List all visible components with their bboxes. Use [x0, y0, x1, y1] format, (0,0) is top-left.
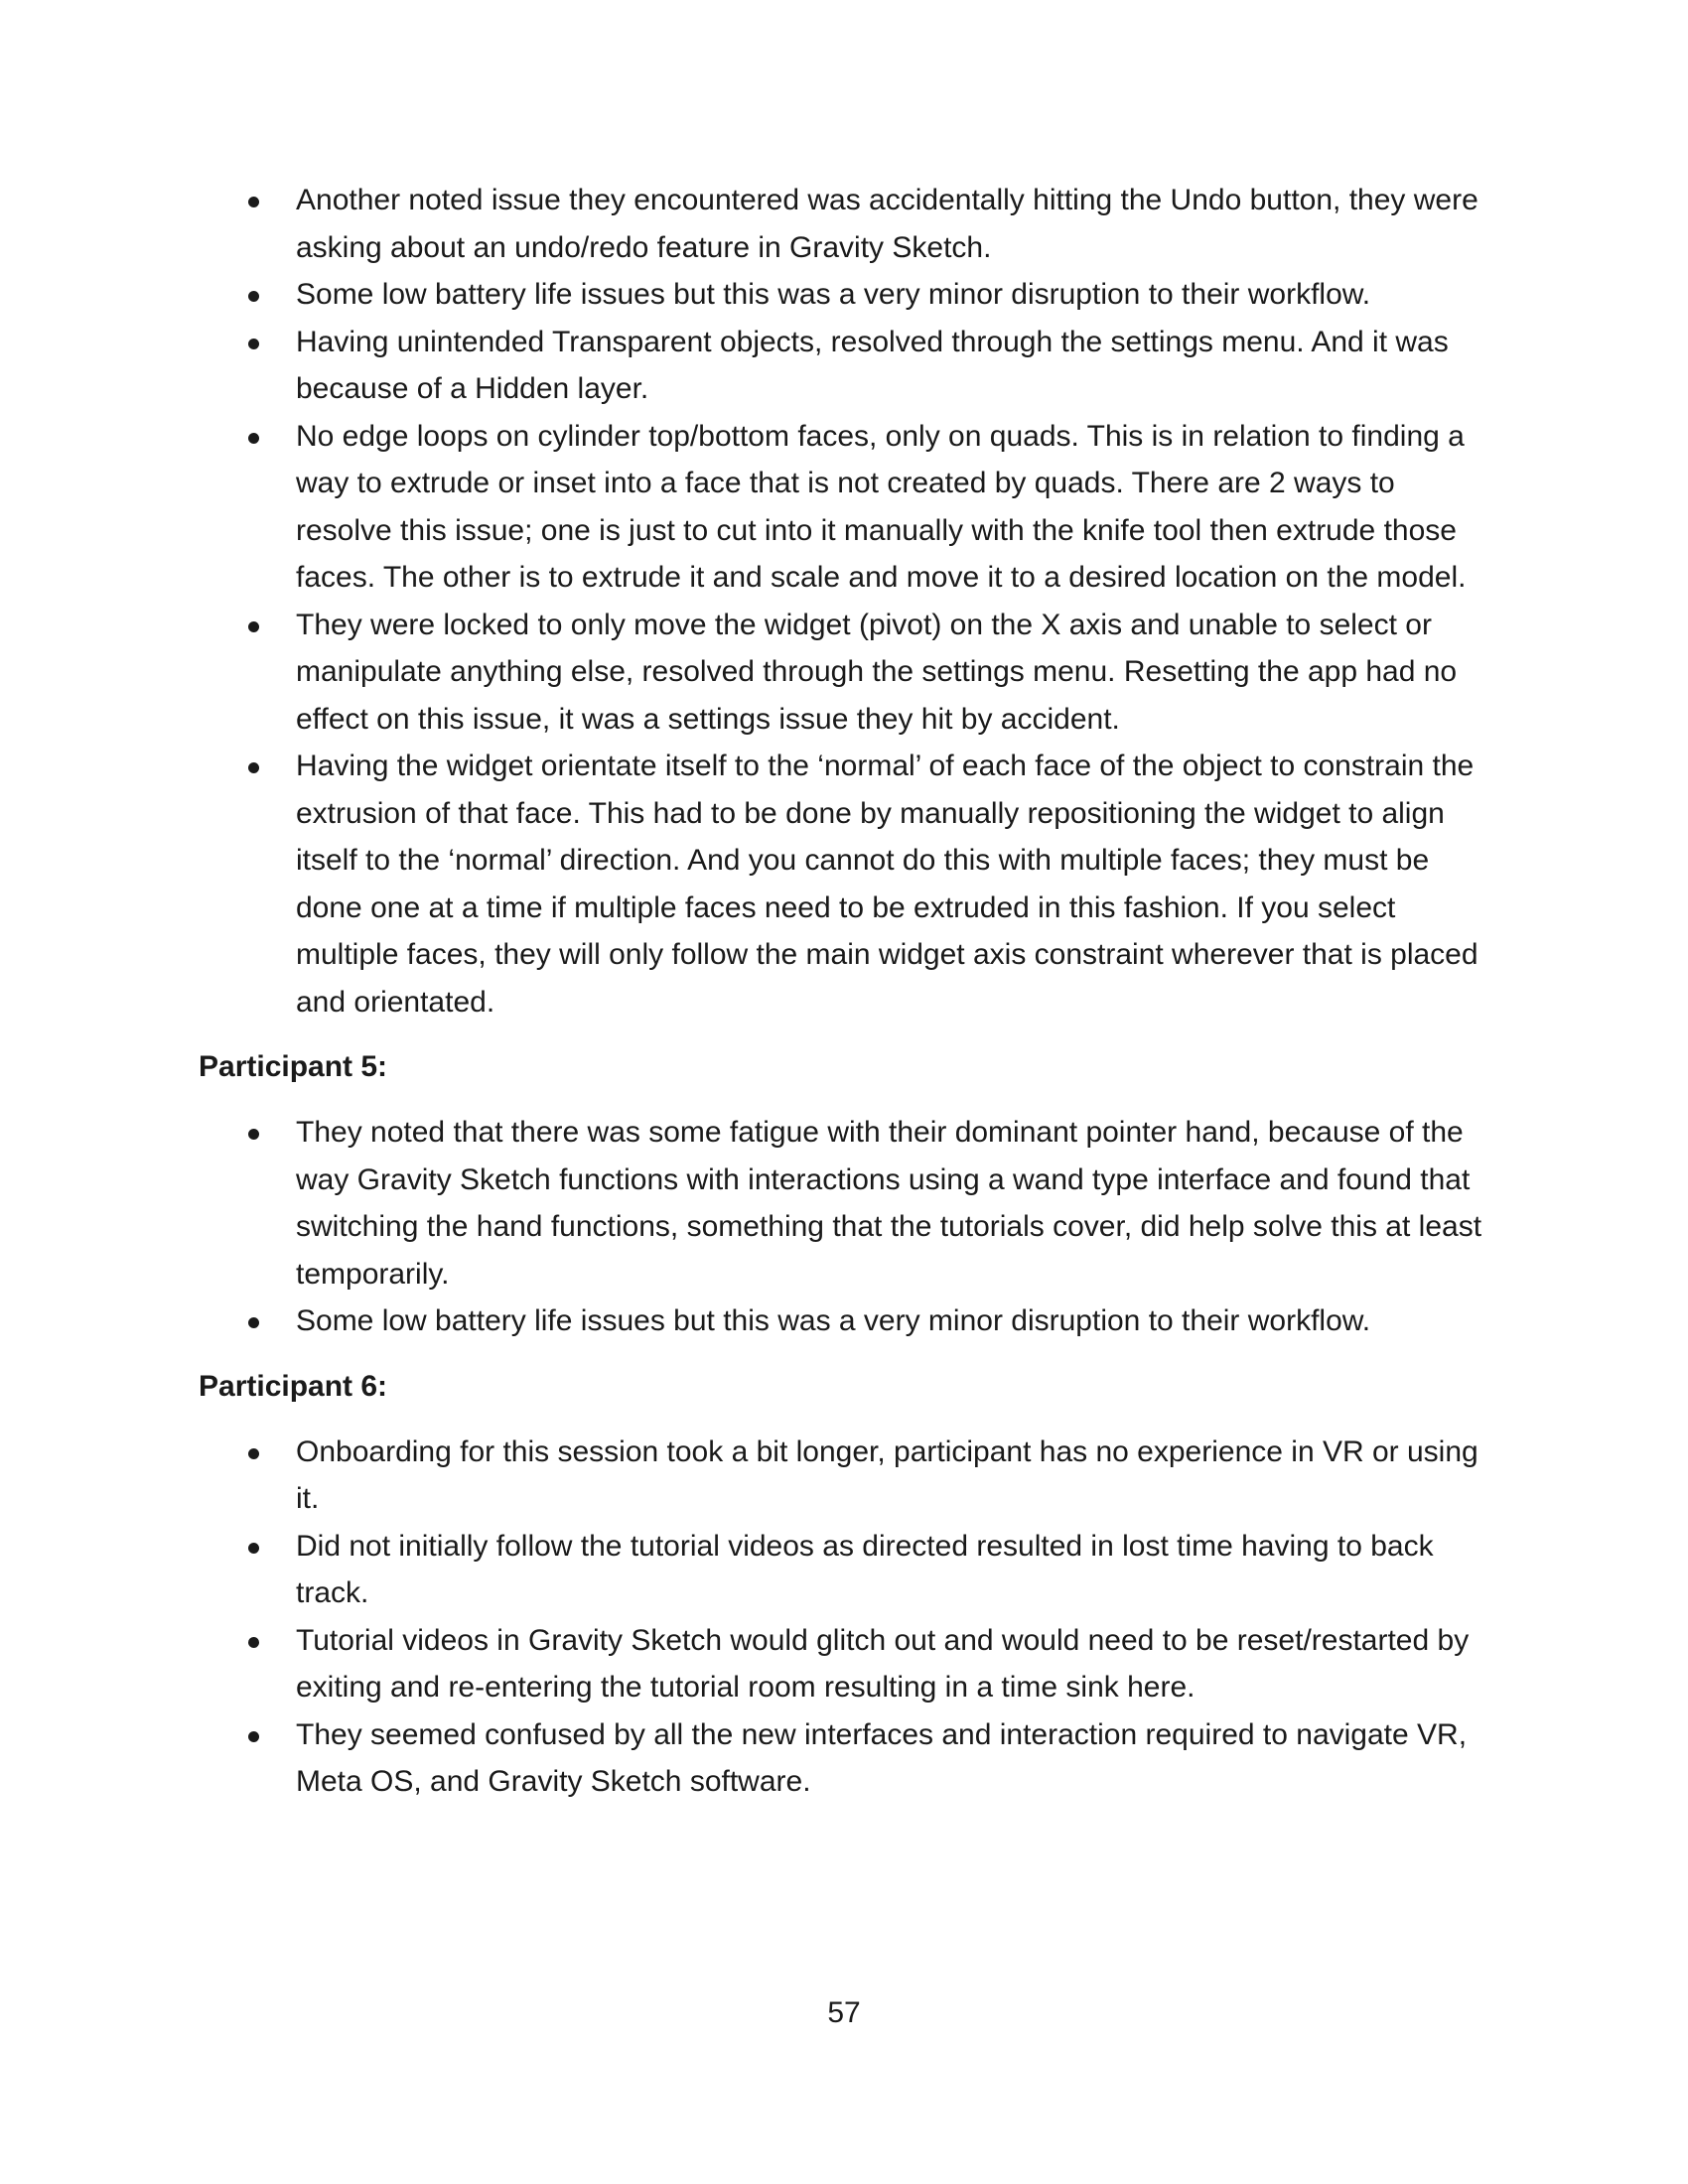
- section-heading-participant-5: Participant 5:: [199, 1050, 388, 1083]
- bullet-list: [199, 1109, 1489, 1345]
- list-item: [199, 1711, 1489, 1806]
- list-item: [199, 1523, 1489, 1617]
- list-item-text: Having unintended Transparent objects, resolved through the settings menu. And it was because of a Hidden layer.: [296, 325, 1449, 405]
- bullet-icon: [248, 339, 259, 349]
- list-item: [199, 271, 1489, 319]
- bullet-icon: [248, 1637, 259, 1648]
- section-heading-participant-6: Participant 6:: [199, 1369, 388, 1403]
- list-item: [199, 413, 1489, 602]
- list-item-text: They were locked to only move the widget (pivot) on the X axis and unable to select or manipulate anything else, resolved through the settings menu. Resetting the app had no effect on this issue, it was a settings issue they hit by accident.: [296, 608, 1458, 736]
- bullet-icon: [248, 433, 259, 444]
- list-item: [199, 319, 1489, 413]
- list-item-text: No edge loops on cylinder top/bottom faces, only on quads. This is in relation to finding a way to extrude or inset into a face that is not created by quads. There are 2 ways to resolve this issue; one is just to cut into it manually with the knife tool then extrude those faces. The other is to extrude it and scale and move it to a desired location on the model.: [296, 419, 1467, 594]
- bullet-list: [199, 177, 1489, 1025]
- list-item-text: Onboarding for this session took a bit longer, participant has no experience in VR or using it.: [296, 1434, 1478, 1515]
- bullet-list: [199, 1429, 1489, 1806]
- list-item-text: Some low battery life issues but this was a very minor disruption to their workflow.: [296, 1304, 1371, 1337]
- bullet-icon: [248, 1129, 259, 1140]
- bullet-icon: [248, 197, 259, 207]
- page-number: 57: [827, 1996, 861, 2029]
- bullet-icon: [248, 291, 259, 302]
- bullet-icon: [248, 1731, 259, 1742]
- list-item-text: Another noted issue they encountered was accidentally hitting the Undo button, they were asking about an undo/redo feature in Gravity Sketch.: [296, 184, 1478, 264]
- list-item-text: Did not initially follow the tutorial videos as directed resulted in lost time having to back track.: [296, 1529, 1434, 1609]
- list-item: [199, 1109, 1489, 1297]
- bullet-icon: [248, 621, 259, 632]
- bullet-icon: [248, 762, 259, 773]
- list-item-text: They noted that there was some fatigue with their dominant pointer hand, because of the way Gravity Sketch functions with interactions using a wand type interface and found that switching the hand functions, something that the tutorials cover, did help solve this at least temporarily.: [296, 1116, 1482, 1291]
- list-item-text: Some low battery life issues but this was a very minor disruption to their workflow.: [296, 278, 1371, 311]
- list-item: [199, 743, 1489, 1025]
- list-item: [199, 1297, 1489, 1345]
- list-item-text: They seemed confused by all the new interfaces and interaction required to navigate VR, Meta OS, and Gravity Sketch software.: [296, 1717, 1468, 1798]
- list-item: [199, 602, 1489, 744]
- bullet-icon: [248, 1448, 259, 1459]
- list-item-text: Having the widget orientate itself to the ‘normal’ of each face of the object to constrain the extrusion of that face. This had to be done by manually repositioning the widget to align itself to the ‘normal’ direction. And you cannot do this with multiple faces; they must be done one at a time if multiple faces need to be extruded in this fashion. If you select multiple faces, they will only follow the main widget axis constraint wherever that is placed and orientated.: [296, 750, 1478, 1019]
- list-item: [199, 1429, 1489, 1523]
- list-item: [199, 1617, 1489, 1711]
- bullet-icon: [248, 1543, 259, 1554]
- list-item: [199, 177, 1489, 271]
- page-content: [199, 177, 1489, 1806]
- list-item-text: Tutorial videos in Gravity Sketch would glitch out and would need to be reset/restarted by exiting and re-entering the tutorial room resulting in a time sink here.: [296, 1623, 1470, 1704]
- bullet-icon: [248, 1317, 259, 1328]
